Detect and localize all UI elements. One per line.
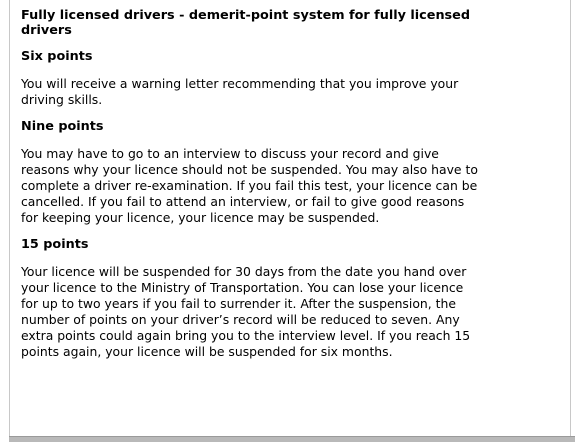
section-text-15-points: Your licence will be suspended for 30 days from the date you hand over your licence to the Ministry of Transportation. You can lose your licence for up to two years if you fail to surrender it. After the suspension, the number of points on your driver’s record will be reduced to seven. Any extra points could again bring you to the interview level. If you reach 15 points again, your licence will be suspended for six months. [21,264,471,359]
section-heading-15-points: 15 points [21,237,89,252]
window-bottom-edge [9,436,575,442]
page-title: Fully licensed drivers - demerit-point system for fully licensed drivers [21,8,471,38]
section-text-nine-points: You may have to go to an interview to discuss your record and give reasons why your licence should not be suspended. You may also have to complete a driver re-examination. If you fail this test, your licence can be cancelled. If you fail to attend an interview, or fail to give good reasons for keeping your licence, your licence may be suspended. [21,146,478,225]
document-body [21,8,481,360]
section-text-six-points: You will receive a warning letter recommending that you improve your driving skills. [21,76,459,107]
section-heading-nine-points: Nine points [21,119,104,134]
section-heading-six-points: Six points [21,49,93,64]
